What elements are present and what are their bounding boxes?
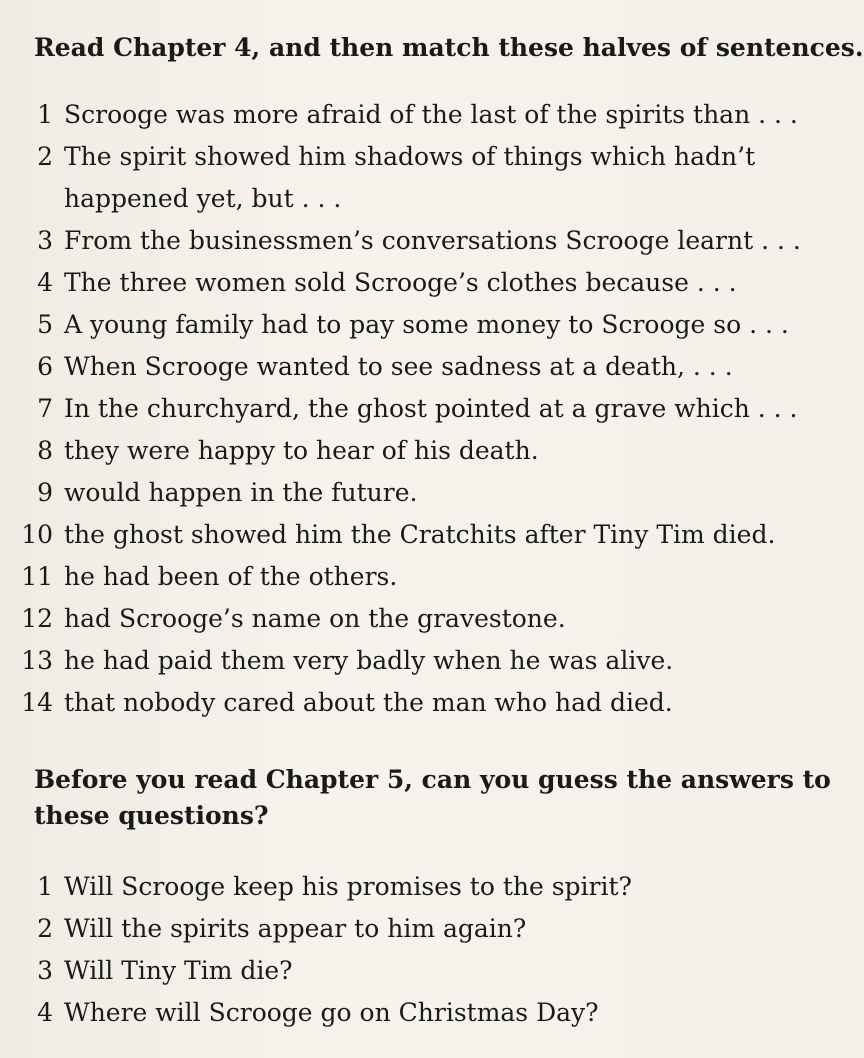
item-text: they were happy to hear of his death. [64,436,539,465]
item-number: 14 [21,688,53,717]
item-number: 7 [37,394,53,423]
item-number: 8 [37,436,53,465]
item-number: 12 [21,604,53,633]
item-number: 4 [37,998,53,1027]
item-number: 4 [37,268,53,297]
item-text: he had paid them very badly when he was alive. [64,646,674,675]
exercise-heading-chapter-5: Before you read Chapter 5, can you guess the answers to these questions? [34,765,831,830]
exercise-heading-chapter-4: Read Chapter 4, and then match these halves of sentences. [34,33,864,62]
item-number: 5 [37,310,53,339]
item-text: In the churchyard, the ghost pointed at a grave which . . . [64,394,798,423]
item-text: When Scrooge wanted to see sadness at a death, . . . [64,352,733,381]
item-number: 13 [21,646,53,675]
item-text: Will Scrooge keep his promises to the spirit? [64,872,632,901]
item-number: 10 [21,520,53,549]
item-number: 9 [37,478,53,507]
item-number: 1 [37,872,53,901]
item-text: he had been of the others. [64,562,398,591]
item-number: 6 [37,352,53,381]
item-text: would happen in the future. [64,478,418,507]
item-text: Will Tiny Tim die? [64,956,293,985]
item-text: Scrooge was more afraid of the last of the spirits than . . . [64,100,798,129]
item-text: had Scrooge’s name on the gravestone. [64,604,566,633]
item-number: 11 [21,562,53,591]
item-text: the ghost showed him the Cratchits after Tiny Tim died. [64,520,776,549]
item-number: 2 [37,914,53,943]
item-text: Where will Scrooge go on Christmas Day? [64,998,599,1027]
item-number: 1 [37,100,53,129]
item-text: A young family had to pay some money to Scrooge so . . . [64,310,789,339]
item-text: From the businessmen’s conversations Scrooge learnt . . . [64,226,801,255]
item-number: 2 [37,142,53,171]
item-text: that nobody cared about the man who had died. [64,688,673,717]
item-number: 3 [37,956,53,985]
item-text: The spirit showed him shadows of things which hadn’t happened yet, but . . . [64,142,756,213]
item-text: Will the spirits appear to him again? [64,914,527,943]
item-text: The three women sold Scrooge’s clothes because . . . [64,268,737,297]
item-number: 3 [37,226,53,255]
